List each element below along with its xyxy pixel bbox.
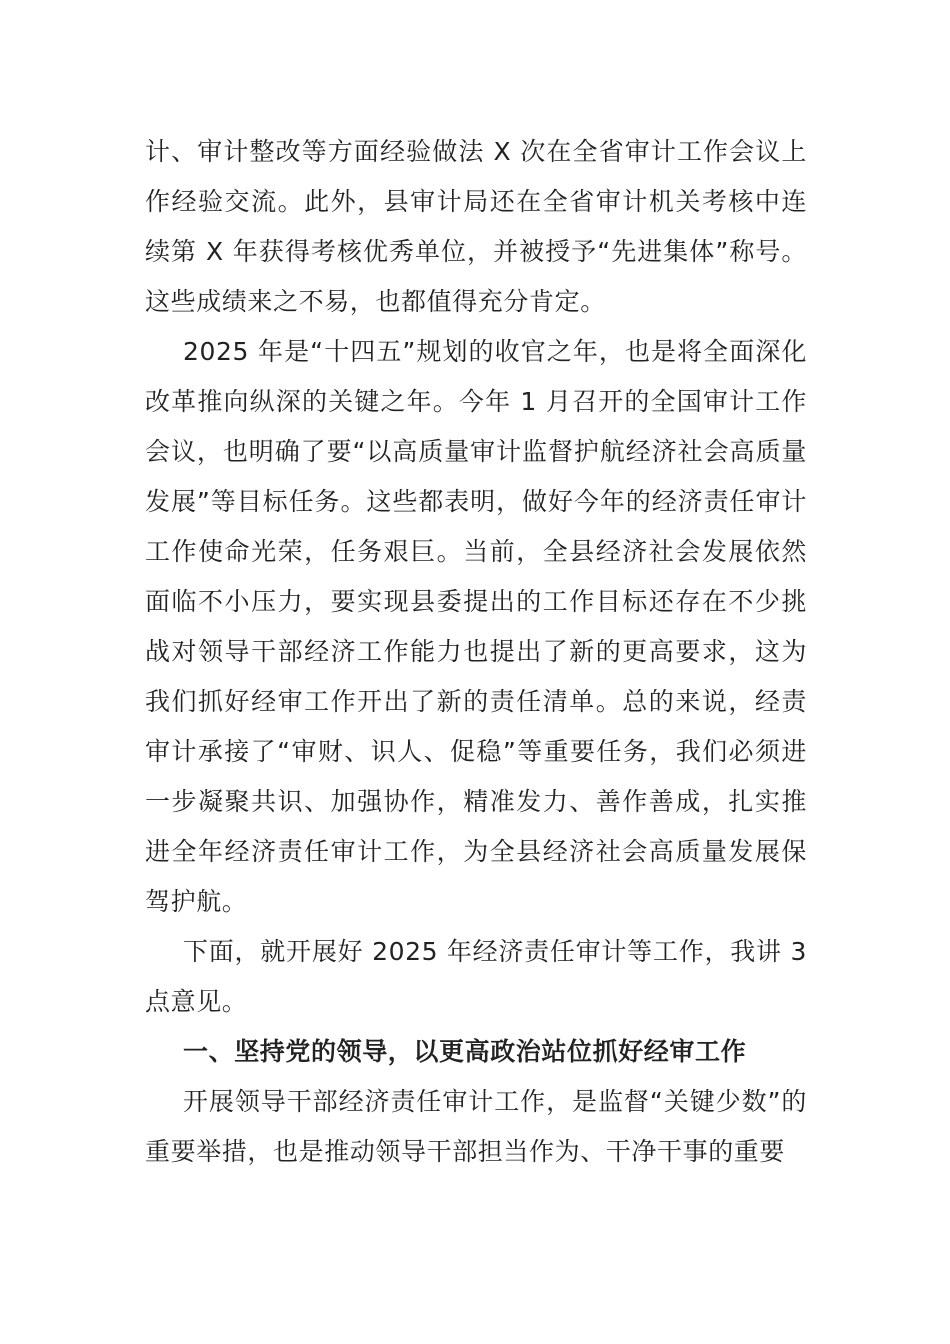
paragraph-2025-context: 2025 年是“十四五”规划的收官之年，也是将全面深化改革推向纵深的关键之年。今年 1 月召开的全国审计工作会议，也明确了要“以高质量审计监督护航经济社会高质量发展”等目标任务。这些都表明，做好今年的经济责任审计工作使命光荣，任务艰巨。当前，全县经济社会发展依然面临不小压力，要实现县委提出的工作目标还存在不少挑战对领导干部经济工作能力也提出了新的更高要求，这为我们抓好经审工作开出了新的责任清单。总的来说，经责审计承接了“审财、识人、促稳”等重要任务，我们必须进一步凝聚共识、加强协作，精准发力、善作善成，扎实推进全年经济责任审计工作，为全县经济社会高质量发展保驾护航。	[145, 337, 807, 916]
paragraph-key-minority-supervision: 开展领导干部经济责任审计工作，是监督“关键少数”的重要举措，也是推动领导干部担当作为、干净干事的重要	[145, 1087, 807, 1166]
document-body	[145, 127, 807, 1177]
section-heading-one: 一、坚持党的领导，以更高政治站位抓好经审工作	[183, 1037, 747, 1066]
paragraph-audit-achievements: 计、审计整改等方面经验做法 X 次在全省审计工作会议上作经验交流。此外，县审计局还在全省审计机关考核中连续第 X 年获得考核优秀单位，并被授予“先进集体”称号。这些成绩来之不易，也都值得充分肯定。	[145, 137, 807, 316]
paragraph-three-points-intro: 下面，就开展好 2025 年经济责任审计等工作，我讲 3 点意见。	[145, 937, 807, 1016]
